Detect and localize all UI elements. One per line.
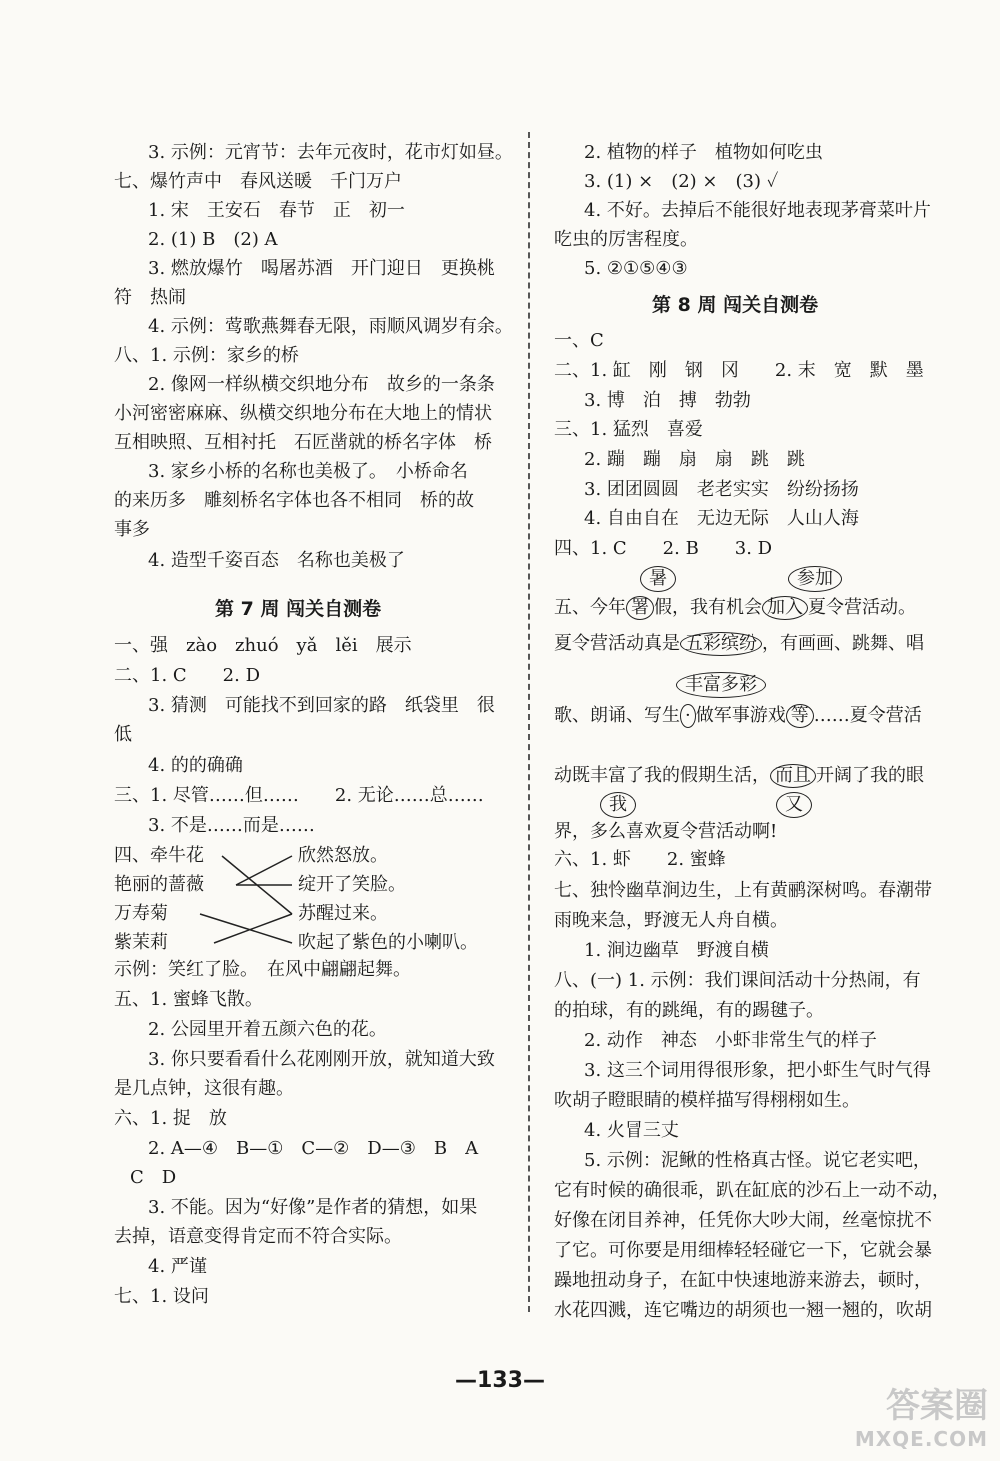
- circled-word: 五彩缤纷: [680, 632, 762, 656]
- answer-line: 4. 示例：莺歌燕舞春无限，雨顺风调岁有余。: [148, 316, 513, 337]
- answer-line: 三、1. 猛烈 喜爱: [554, 419, 703, 440]
- circled-mark: ·: [680, 704, 696, 728]
- answer-line: 3. 示例：元宵节：去年元夜时，花市灯如昼。: [148, 142, 513, 163]
- match-left-item: 艳丽的蔷薇: [114, 874, 204, 895]
- section-title-week7: 第 7 周 闯关自测卷: [215, 598, 382, 620]
- answer-line: 的拍球，有的跳绳，有的踢毽子。: [554, 1000, 824, 1021]
- answer-line: 水花四溅，连它嘴边的胡须也一翘一翘的，吹胡: [554, 1300, 932, 1321]
- answer-line: 好像在闭目养神，任凭你大吵大闹，丝毫惊扰不: [554, 1210, 932, 1231]
- answer-line: 二、1. C 2. D: [114, 665, 260, 686]
- circled-word: 等: [786, 704, 814, 728]
- correction-line: 夏令营活动真是 五彩缤纷 ，有画画、跳舞、唱: [554, 633, 924, 654]
- answer-line: 4. 的的确确: [148, 755, 243, 776]
- match-right-item: 吹起了紫色的小喇叭。: [298, 932, 478, 953]
- answer-line: 小河密密麻麻、纵横交织地分布在大地上的情状: [114, 403, 492, 424]
- answer-line: 吃虫的厉害程度。: [554, 229, 698, 250]
- answer-line: 雨晚来急，野渡无人舟自横。: [554, 910, 788, 931]
- circled-word: 署: [626, 596, 654, 620]
- answer-line: 3. 燃放爆竹 喝屠苏酒 开门迎日 更换桃: [148, 258, 495, 279]
- match-left-item: 紫茉莉: [114, 932, 168, 953]
- match-right-item: 欣然怒放。: [298, 845, 388, 866]
- correction-bubble: 我: [600, 792, 636, 818]
- correction-line: 界，多么喜欢夏令营活动啊!: [554, 821, 778, 842]
- answer-line: 七、爆竹声中 春风送暖 千门万户: [114, 171, 402, 192]
- answer-line: 2. 像网一样纵横交织地分布 故乡的一条条: [148, 374, 495, 395]
- answer-line: 4. 不好。去掉后不能很好地表现茅膏菜叶片: [584, 200, 931, 221]
- answer-line: 七、独怜幽草涧边生，上有黄鹂深树鸣。春潮带: [554, 880, 932, 901]
- answer-line: 2. 植物的样子 植物如何吃虫: [584, 142, 823, 163]
- answer-line: 2. 动作 神态 小虾非常生气的样子: [584, 1030, 877, 1051]
- correction-bubble: 丰富多彩: [676, 672, 766, 698]
- correction-line: 五、今年 署 假，我有机会 加入 夏令营活动。: [554, 597, 916, 618]
- answer-line: 2. 公园里开着五颜六色的花。: [148, 1019, 387, 1040]
- correction-line: 动既丰富了我的假期生活， 而且 开阔了我的眼: [554, 765, 924, 786]
- match-left-item: 四、牵牛花: [114, 845, 204, 866]
- answer-line: 二、1. 缸 刚 钢 冈 2. 末 宽 默 墨: [554, 360, 924, 381]
- answer-line: 躁地扭动身子，在缸中快速地游来游去，顿时，: [554, 1270, 932, 1291]
- answer-line: 3. 你只要看看什么花刚刚开放，就知道大致: [148, 1049, 495, 1070]
- correction-bubble: 参加: [788, 566, 842, 592]
- answer-line: 1. 涧边幽草 野渡自横: [584, 940, 769, 961]
- answer-line: C D: [130, 1167, 177, 1188]
- page-number: —133—: [455, 1368, 545, 1393]
- answer-line: 一、强 zào zhuó yǎ lěi 展示: [114, 635, 412, 656]
- answer-line: 了它。可你要是用细棒轻轻碰它一下，它就会暴: [554, 1240, 932, 1261]
- answer-line: 3. 不能。因为“好像”是作者的猜想，如果: [148, 1197, 478, 1218]
- match-right-item: 绽开了笑脸。: [298, 874, 406, 895]
- answer-line: 4. 严谨: [148, 1256, 207, 1277]
- answer-line: 八、(一) 1. 示例：我们课间活动十分热闹，有: [554, 970, 921, 991]
- answer-line: 低: [114, 724, 132, 745]
- answer-line: 3. 团团圆圆 老老实实 纷纷扬扬: [584, 479, 859, 500]
- answer-line: 示例：笑红了脸。 在风中翩翩起舞。: [114, 959, 411, 980]
- watermark-logo: 答案圈 MXQE.COM: [854, 1386, 988, 1451]
- answer-line: 五、1. 蜜蜂飞散。: [114, 989, 263, 1010]
- answer-line: 3. 博 泊 搏 勃勃: [584, 390, 751, 411]
- answer-line: 3. 猜测 可能找不到回家的路 纸袋里 很: [148, 695, 495, 716]
- correction-line: 歌、朗诵、写生 · 做军事游戏 等 ……夏令营活: [554, 705, 922, 726]
- answer-line: 4. 自由自在 无边无际 人山人海: [584, 508, 859, 529]
- answer-line: 六、1. 捉 放: [114, 1108, 227, 1129]
- answer-line: 事多: [114, 519, 150, 540]
- answer-line: 四、1. C 2. B 3. D: [554, 538, 773, 559]
- answer-line: 七、1. 设问: [114, 1286, 209, 1307]
- answer-line: 3. 不是……而是……: [148, 815, 315, 836]
- answer-line: 3. 这三个词用得很形象，把小虾生气时气得: [584, 1060, 931, 1081]
- answer-line: 符 热闹: [114, 287, 186, 308]
- answer-line: 六、1. 虾 2. 蜜蜂: [554, 849, 726, 870]
- section-title-week8: 第 8 周 闯关自测卷: [652, 294, 819, 316]
- column-divider: [528, 132, 530, 1312]
- answer-line: 4. 火冒三丈: [584, 1120, 679, 1141]
- answer-line: 一、C: [554, 330, 604, 351]
- answer-line: 吹胡子瞪眼睛的模样描写得栩栩如生。: [554, 1090, 860, 1111]
- correction-bubble: 又: [776, 792, 812, 818]
- circled-word: 加入: [762, 596, 808, 620]
- answer-line: 3. (1) × (2) × (3) ✓: [584, 171, 779, 192]
- answer-line: 2. (1) B (2) A: [148, 229, 278, 250]
- match-left-item: 万寿菊: [114, 903, 168, 924]
- answer-line: 去掉，语意变得肯定而不符合实际。: [114, 1226, 402, 1247]
- answer-line: 八、1. 示例：家乡的桥: [114, 345, 299, 366]
- answer-line: 5. ②①⑤④③: [584, 258, 688, 279]
- answer-line: 三、1. 尽管……但…… 2. 无论……总……: [114, 785, 484, 806]
- answer-line: 4. 造型千姿百态 名称也美极了: [148, 550, 405, 571]
- answer-line: 互相映照、互相衬托 石匠凿就的桥名字体 桥: [114, 432, 492, 453]
- correction-bubble: 暑: [640, 566, 676, 592]
- answer-line: 2. A—④ B—① C—② D—③ B A: [148, 1138, 479, 1159]
- circled-word: 而且: [770, 764, 816, 788]
- answer-line: 1. 宋 王安石 春节 正 初一: [148, 200, 405, 221]
- answer-line: 5. 示例：泥鳅的性格真古怪。说它老实吧，: [584, 1150, 931, 1171]
- answer-line: 是几点钟，这很有趣。: [114, 1078, 294, 1099]
- answer-line: 的来历多 雕刻桥名字体也各不相同 桥的故: [114, 490, 474, 511]
- answer-line: 3. 家乡小桥的名称也美极了。 小桥命名: [148, 461, 468, 482]
- match-right-item: 苏醒过来。: [298, 903, 388, 924]
- answer-line: 它有时候的确很乖，趴在缸底的沙石上一动不动，: [554, 1180, 950, 1201]
- answer-line: 2. 蹦 蹦 扇 扇 跳 跳: [584, 449, 805, 470]
